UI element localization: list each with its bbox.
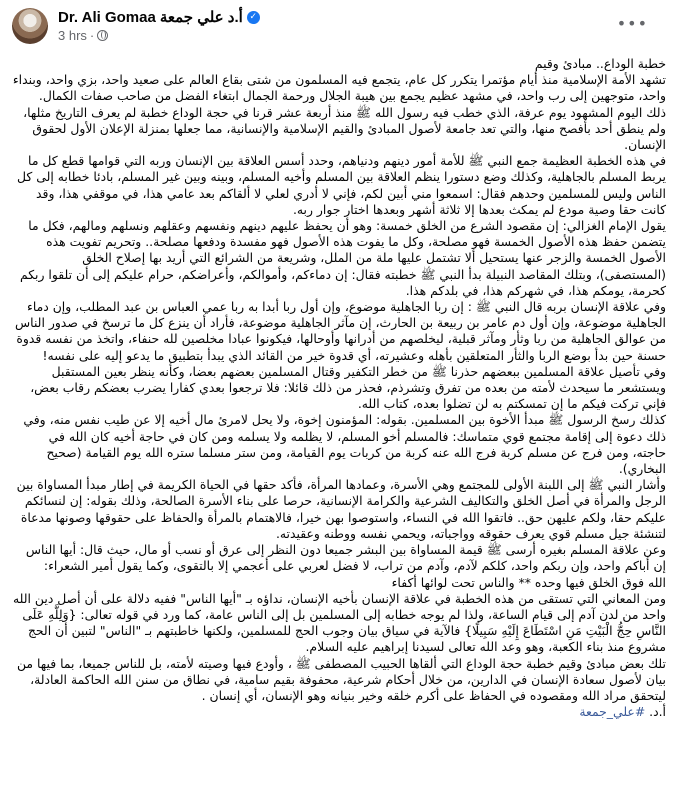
post-body <box>0 52 678 720</box>
more-options-button[interactable]: ••• <box>616 14 648 33</box>
post-paragraph: تشهد الأمة الإسلامية منذ أيام مؤتمرا يتكرر كل عام، يتجمع فيه المسلمون من شتى بقاع العالم على صعيد واحد، بزي واحد، وبنداء واحد، متوجهين إلى رب واحد، في مشهد عظيم يجمع بين هيبة الجلال ورحمة الجمال ابتغاء الفضل من صاحب صفات الكمال. <box>12 72 666 104</box>
author-name-en[interactable]: Dr. Ali Gomaa <box>58 8 156 26</box>
post-paragraph: ذلك اليوم المشهود يوم عرفة، الذي خطب فيه رسول الله ﷺ منذ أربعة عشر قرنا في حجة الوداع خطبة لم يعرف التاريخ مثلها، ولم ينطق أحد بأفصح منها، والتي تعد جامعة لأصول المبادئ والقيم الإسلامية والإنسانية، مما جعلها بمنزلة الإعلان الأول لحقوق الإنسان. <box>23 104 666 153</box>
globe-icon <box>97 30 108 41</box>
post-paragraph: تلك بعض مبادئ وقيم خطبة حجة الوداع التي ألقاها الحبيب المصطفى ﷺ ، وأودع فيها وصيته لأمته، بل للناس جميعا، بما فيها من بيان لأصول سعادة الإنسان في الدارين، من خلال أحكام شرعية، محفوفة بقيم سامية، في نطاق من سنن الله الحاكمة العادلة، ليتحقق مراد الله ومقصوده في الحفاظ على أكرم خلقه وخير بنيانه وهو الإنسان، أي إنسان . <box>16 655 666 703</box>
post-paragraph: ومن المعاني التي تستقى من هذه الخطبة في علاقة الإنسان بأخيه الإنسان، نداؤه بـ "أيها الناس" ففيه دلالة على أن أصل دين الله واحد من لدن آدم إلى قيام الساعة، ولذا لم يوجه خطابه إلى المسلمين بل إلى الناس عامة، كما ورد في قوله تعالى: {وَلِلَّهِ عَلَى النَّاسِ حِجُّ الْبَيْتِ مَنِ اسْتَطَاعَ إِلَيْهِ سَبِيلًا} فالآية في سياق بيان وجوب الحج للمسلمين، ولكنها خاطبتهم بـ "الناس" لتبين أن الحج مشروع منذ بناء الكعبة، وهو وعد الله تعالى لسيدنا إبراهيم عليه السلام. <box>13 590 666 655</box>
post-paragraph: يقول الإمام الغزالي: إن مقصود الشرع من الخلق خمسة: وهو أن يحفظ عليهم دينهم ونفسهم وعقلهم ونسلهم ومالهم، فكل ما يتضمن حفظ هذه الأصول الخمسة فهو مصلحة، وكل ما يفوت هذه الأصول فهو مفسدة ودفعها مصلحة.. وتحريم تفويت هذه الأصول الخمسة والزجر عنها يستحيل ألا تشتمل عليها ملة من الملل، وشريعة من الشرائع التي أريد بها إصلاح الخلق (المستصفى)، وبتلك المقاصد النبيلة بدأ النبي ﷺ خطبته فقال: إن دماءكم، وأموالكم، وأعراضكم، حرام عليكم إلى أن تلقوا ربكم كحرمة، يومكم هذا، في شهركم هذا، في بلدكم هذا. <box>19 218 666 298</box>
post-paragraph: وفي تأصيل علاقة المسلمين ببعضهم حذرنا ﷺ من خطر التكفير وقتال المسلمين بعضهم بعضا، وكأنه ينظر بعين المستقبل ويستشعر ما سيحدث لأمته من بعده من تفرق وتشرذم، فحذر من ذلك قائلا: فلا ترجعوا بعدي كفارا يضرب بعضكم رقاب بعض، فإني تركت فيكم ما إن تمسكتم به لن تضلوا بعده، كتاب الله. <box>30 363 666 412</box>
post-title: خطبة الوداع.. مبادئ وقيم <box>534 56 666 71</box>
hashtag-link[interactable]: #علي_جمعة <box>579 704 646 720</box>
signature-prefix: أ.د. <box>649 704 666 720</box>
post-paragraph: في هذه الخطبة العظيمة جمع النبي ﷺ للأمة أمور دينهم ودنياهم، وحدد أسس العلاقة بين الإنسان وربه التي قوامها قطع كل ما يربط المسلم بالجاهلية، وكذلك وضع دستورا ينظم العلاقة بين المسلم وأخيه المسلم، وبينه وبين غير المسلم، بادئا خطابه إلى كل الناس وليس للمسلمين وحدهم فقال: اسمعوا مني أبين لكم، فإني لا أدري لعلي لا ألقاكم بعد عامي هذا، في موقفي هذا، وقد كانت حقا وصية مودع لم يمكث بعدها إلا ثلاثة أشهر وبعدها اختار جوار ربه. <box>17 153 666 217</box>
author-name-ar[interactable]: أ.د علي جمعة <box>159 9 243 26</box>
poetry-verse: الله فوق الخلق فيها وحده ** والناس تحت لوائها أكفاء <box>391 574 666 590</box>
meta-separator: · <box>89 28 95 43</box>
post-signature <box>12 704 666 720</box>
post-paragraph: وفي علاقة الإنسان بربه قال النبي ﷺ : إن ربا الجاهلية موضوع، وإن أول ربا أبدا به ربا عمي العباس بن عبد المطلب، وإن دماء الجاهلية موضوعة، وإن أول دم عامر بن ربيعة بن الحارث، إن مآثر الجاهلية موضوعة، فأراد أن ينزع كل ما ترسخ في صدور الناس من عوالق الجاهلية من ربا وثأر ومآثر قبلية، ليخلصهم من أدرانها وأوحالها، فيكونوا عبادا مخلصين لله حنفاء، واتخذ من نفسه قدوة حسنة حين بدأ بوضع الربا والثأر المتعلقين بأهله وعشيرته، أي قدوة خير من القائد الذي يبدأ بتطبيق ما يدعو إليه على نفسه! <box>15 299 666 363</box>
post-header <box>0 0 678 52</box>
post-paragraph: وعن علاقة المسلم بغيره أرسى ﷺ قيمة المساواة بين البشر جميعا دون النظر إلى عرق أو نسب أو مال، حيث قال: أيها الناس إن أباكم واحد، وإن ربكم واحد، كلكم لآدم، وآدم من تراب، لا فضل لعربي على أعجمي إلا بالتقوى، وكما يقول أمير الشعراء: <box>25 542 666 574</box>
author-avatar[interactable] <box>12 8 48 44</box>
post-paragraph: كذلك رسخ الرسول ﷺ مبدأ الأخوة بين المسلمين. بقوله: المؤمنون إخوة، ولا يحل لامرئ مال أخيه إلا عن طيب نفس منه، وفي ذلك دعوة إلى إقامة مجتمع قوي متماسك: فالمسلم أخو المسلم، لا يظلمه ولا يسلمه ومن كان في حاجة أخيه كان الله في حاجته، ومن فرج عن مسلم كربة فرج الله عنه كربة من كربات يوم القيامة، ومن ستر مسلما ستره الله يوم القيامة (صحيح البخاري). <box>23 412 666 477</box>
author-name-row <box>58 8 260 26</box>
post-timestamp[interactable]: 3 hrs <box>58 28 87 43</box>
post-meta <box>58 28 108 43</box>
verified-badge-icon: ✓ <box>247 11 260 24</box>
post-paragraph: وأشار النبي ﷺ إلى اللبنة الأولى للمجتمع وهي الأسرة، وعمادها المرأة، فأكد حقها في الحياة الكريمة في إطار مبدأ المساواة بين الرجل والمرأة في أصل الخلق والتكاليف الشرعية والكرامة الإنسانية، حرصا على بناء الأسرة الصالحة، وذلك بقوله: إن لنسائكم عليكم حقا، ولكم عليهن حق.. فاتقوا الله في النساء، واستوصوا بهن خيرا، فالاهتمام بالمرأة والحفاظ على حقوقها وصونها مدعاة لتنشئة جيل مسلم قوي يعرف حقوقه وواجباته، ويحمي نفسه ووطنه وعقيدته. <box>16 477 666 541</box>
